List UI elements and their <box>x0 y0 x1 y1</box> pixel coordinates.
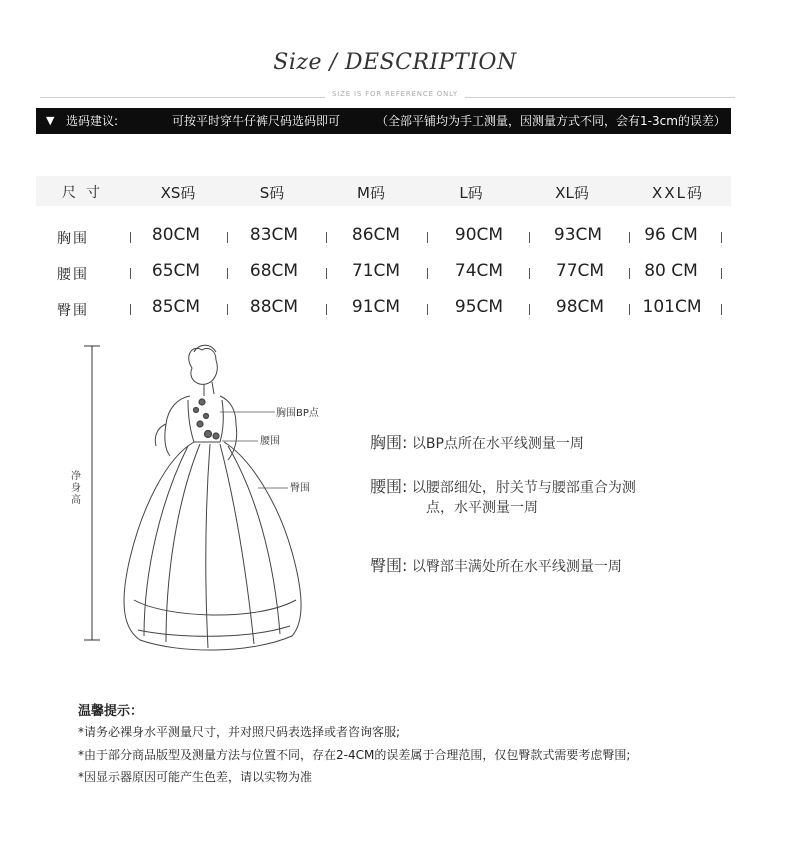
table-divider <box>427 304 428 315</box>
figure-head <box>189 345 218 396</box>
table-divider <box>130 232 131 243</box>
advice-text: 可按平时穿牛仔裤尺码选码即可 <box>172 114 341 128</box>
table-divider <box>326 304 327 315</box>
size-col-xl: XL码 <box>555 184 589 202</box>
measure-hip <box>370 553 622 576</box>
table-divider <box>629 304 630 315</box>
size-col-m: M码 <box>357 184 385 202</box>
hip-pointer-label: 臀围 <box>290 483 310 494</box>
table-divider <box>529 268 530 279</box>
table-divider <box>427 268 428 279</box>
table-divider <box>721 268 722 279</box>
table-divider <box>227 232 228 243</box>
size-col-s: S码 <box>259 184 285 202</box>
row-label-hip: 臀围 <box>57 303 89 319</box>
waist-m: 71CM <box>351 261 401 281</box>
note-item-2: *由于部分商品版型及测量方法与位置不同，存在2-4CM的误差属于合理范围，仅包臀款式需要考虑臀围; <box>78 748 631 762</box>
table-divider <box>721 232 722 243</box>
waist-xs: 65CM <box>151 261 201 281</box>
table-divider <box>529 232 530 243</box>
table-divider <box>227 268 228 279</box>
dress-illustration <box>70 338 330 658</box>
waist-pointer-label: 腰围 <box>260 436 280 447</box>
table-divider <box>130 268 131 279</box>
measure-hip-text: 以臀部丰满处所在水平线测量一周 <box>411 559 622 575</box>
bust-xxl: 96 CM <box>644 225 698 245</box>
bust-xs: 80CM <box>151 225 201 245</box>
hip-m: 91CM <box>351 297 401 317</box>
table-divider <box>427 232 428 243</box>
bust-s: 83CM <box>249 225 299 245</box>
measure-bust <box>370 430 584 453</box>
lace-decoration <box>194 399 220 439</box>
table-divider <box>326 232 327 243</box>
bust-l: 90CM <box>454 225 504 245</box>
page-title: Size / DESCRIPTION <box>273 50 517 75</box>
waist-l: 74CM <box>454 261 504 281</box>
hip-xl: 98CM <box>555 297 605 317</box>
hip-xs: 85CM <box>151 297 201 317</box>
size-advice-banner <box>36 108 731 134</box>
bust-bp-label: 胸围BP点 <box>276 408 319 419</box>
size-col-l: L码 <box>459 184 483 202</box>
measure-waist-text-2: 点，水平测量一周 <box>426 500 538 516</box>
note-item-1: *请务必裸身水平测量尺寸，并对照尺码表选择或者咨询客服; <box>78 725 401 739</box>
measure-waist-label: 腰围: <box>370 477 408 496</box>
figure-torso <box>155 396 236 460</box>
hip-s: 88CM <box>249 297 299 317</box>
notes-title: 温馨提示： <box>78 704 144 719</box>
size-col-xxl: XXL码 <box>652 184 704 202</box>
row-label-waist: 腰围 <box>57 267 89 283</box>
page-subtitle: SIZE IS FOR REFERENCE ONLY <box>332 90 458 98</box>
advice-label: 选码建议: <box>66 114 119 128</box>
height-measure-line <box>84 346 100 640</box>
row-label-bust: 胸围 <box>57 231 89 247</box>
measure-waist-text: 以腰部细处，肘关节与腰部重合为测 <box>411 480 636 496</box>
hip-l: 95CM <box>454 297 504 317</box>
measure-bust-label: 胸围: <box>370 433 408 452</box>
height-label: 净身高 <box>68 470 80 506</box>
advice-note: （全部平铺均为手工测量，因测量方式不同，会有1-3cm的误差） <box>376 114 726 128</box>
waist-s: 68CM <box>249 261 299 281</box>
hip-xxl: 101CM <box>642 297 702 317</box>
measure-bust-text: 以BP点所在水平线测量一周 <box>411 436 584 452</box>
table-divider <box>629 268 630 279</box>
waist-xxl: 80 CM <box>644 261 698 281</box>
table-divider <box>721 304 722 315</box>
measure-waist <box>370 474 636 497</box>
bust-xl: 93CM <box>553 225 603 245</box>
figure-skirt <box>124 442 301 650</box>
waist-xl: 77CM <box>555 261 605 281</box>
note-item-3: *因显示器原因可能产生色差，请以实物为准 <box>78 770 313 784</box>
table-divider <box>529 304 530 315</box>
triangle-down-icon: ▼ <box>46 114 55 127</box>
size-header-label: 尺寸 <box>62 185 110 201</box>
bust-m: 86CM <box>351 225 401 245</box>
table-divider <box>326 268 327 279</box>
measure-hip-label: 臀围: <box>370 556 408 575</box>
table-divider <box>130 304 131 315</box>
table-divider <box>227 304 228 315</box>
table-divider <box>629 232 630 243</box>
size-col-xs: XS码 <box>160 184 196 202</box>
